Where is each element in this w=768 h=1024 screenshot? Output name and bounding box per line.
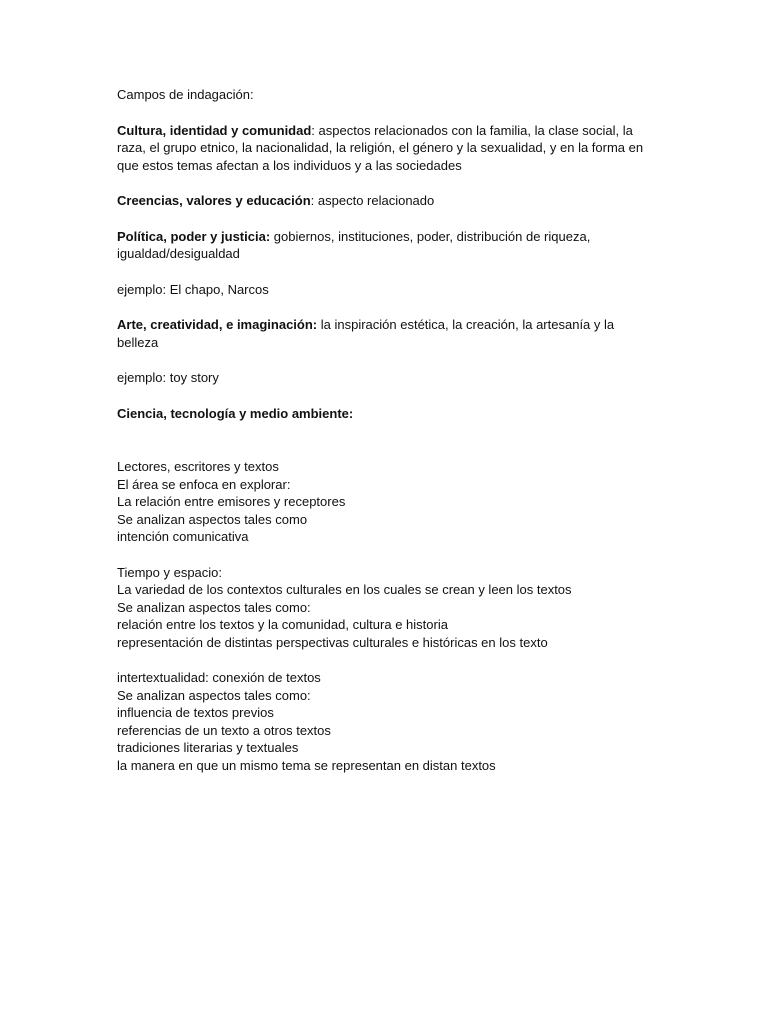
document-page	[117, 86, 652, 774]
text-line: Se analizan aspectos tales como	[117, 511, 308, 527]
example-arte: ejemplo: toy story	[117, 370, 219, 385]
text-line: representación de distintas perspectivas culturales e históricas en los texto	[117, 634, 548, 650]
text-line: referencias de un texto a otros textos	[117, 722, 331, 738]
section-lectores	[117, 458, 652, 546]
text-line: La relación entre emisores y receptores	[117, 494, 346, 509]
text-line: El área se enfoca en explorar:	[117, 476, 291, 492]
field-title: Creencias, valores y educación	[117, 193, 311, 208]
field-arte	[117, 316, 652, 351]
section-intertextualidad	[117, 669, 652, 774]
text-line: tradiciones literarias y textuales	[117, 740, 299, 755]
intro-heading: Campos de indagación:	[117, 87, 254, 102]
field-text: aspectos relacionados con la familia, la clase social, la raza, el grupo etnico, la nacionalidad, la religión, el género y la sexualidad, y en la forma en que estos temas afectan a los individuos y a las sociedades	[117, 122, 644, 173]
field-title: Arte, creatividad, e imaginación:	[117, 317, 318, 332]
example-politica: ejemplo: El chapo, Narcos	[117, 281, 269, 297]
text-line: Lectores, escritores y textos	[117, 459, 279, 474]
field-cultura	[117, 122, 652, 175]
field-text: gobiernos, instituciones, poder, distribución de riqueza, igualdad/desigualdad	[117, 228, 591, 261]
field-ciencia	[117, 405, 652, 423]
text-line: influencia de textos previos	[117, 705, 274, 720]
field-text: la inspiración estética, la creación, la artesanía y la belleza	[117, 317, 615, 350]
text-line: La variedad de los contextos culturales en los cuales se crean y leen los textos	[117, 582, 572, 597]
text-line: relación entre los textos y la comunidad, cultura e historia	[117, 617, 448, 632]
field-politica	[117, 228, 652, 263]
field-title: Ciencia, tecnología y medio ambiente:	[117, 405, 354, 421]
text-line: intertextualidad: conexión de textos	[117, 670, 321, 685]
section-tiempo	[117, 564, 652, 652]
text-line: Se analizan aspectos tales como:	[117, 687, 311, 703]
field-title: Política, poder y justicia:	[117, 228, 271, 244]
text-line: intención comunicativa	[117, 529, 249, 544]
field-separator: :	[310, 193, 318, 208]
field-separator: :	[311, 122, 319, 138]
field-text: aspecto relacionado	[317, 193, 435, 208]
field-title: Cultura, identidad y comunidad	[117, 122, 312, 138]
text-line: Tiempo y espacio:	[117, 564, 223, 580]
text-line: Se analizan aspectos tales como:	[117, 599, 311, 615]
field-creencias	[117, 192, 652, 210]
text-line: la manera en que un mismo tema se representan en distan textos	[117, 757, 496, 773]
